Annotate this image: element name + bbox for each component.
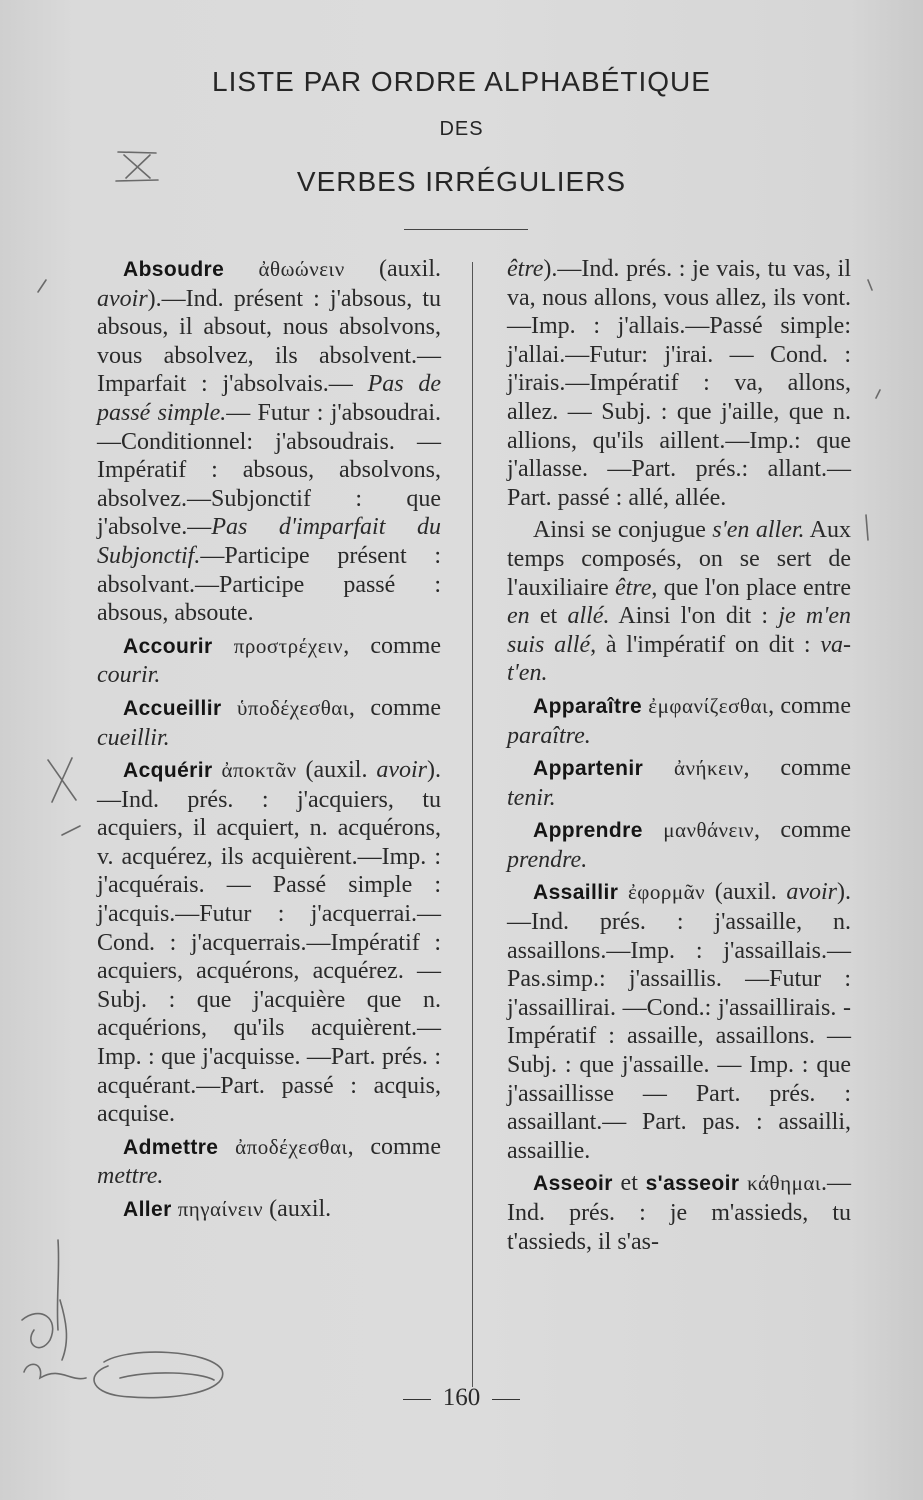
page-footer (0, 1384, 923, 1412)
title-line-1: LISTE PAR ORDRE ALPHABÉTIQUE (212, 66, 711, 97)
entry-apprendre (507, 816, 851, 874)
entry-text: Aux temps composés, on se sert de l'auxiliaire (507, 517, 851, 601)
entry-italic: allé. (567, 603, 610, 630)
entry-italic: avoir (97, 285, 148, 312)
entry-text: à l'impératif on dit : (596, 631, 821, 658)
entry-italic: tenir. (507, 784, 556, 811)
entry-text: (auxil. (344, 256, 441, 282)
greek-translation: ὑποδέχεσθαι (237, 695, 349, 720)
greek-translation: ἐφορμᾶν (627, 880, 706, 905)
greek-translation: ἀνήκειν (674, 756, 744, 781)
entry-text: (auxil. (263, 1196, 332, 1222)
entry-accueillir (97, 694, 441, 752)
entry-text: , comme (343, 632, 442, 659)
entry-admettre (97, 1133, 441, 1191)
entry-text: et (612, 1170, 646, 1197)
page-number: 160 (442, 1384, 481, 1411)
headword: Accourir (123, 634, 213, 658)
headword: Apparaître (533, 694, 643, 718)
entry-italic: Pas d'imparfait du Subjonctif. (97, 514, 441, 569)
greek-translation: ἀποδέχεσθαι (235, 1134, 348, 1159)
entry-text: ).—Ind. prés. : je vais, tu vas, il va, nous allons, vous allez, ils vont.—Imp. : j'allais.—Passé simple: j'allai.—Futur: j'irai. — Cond. : j'irais.—Impératif : va, allons, allez. — Subj. : que j'aille, que n. allions, qu'ils aillent.—Imp.: que j'allasse. —Part. prés.: allant.—Part. passé : allé, allée. (507, 256, 851, 511)
title-line-2: DES (439, 118, 484, 140)
left-column (97, 255, 441, 1225)
greek-translation: κάθημαι (747, 1171, 821, 1196)
entry-text: , comme (347, 1133, 441, 1160)
entry-text: , comme (743, 755, 852, 782)
headword: Apprendre (533, 819, 643, 843)
right-column (507, 255, 851, 1256)
entry-text: (auxil. (705, 879, 787, 906)
entry-italic: en (507, 603, 530, 630)
entry-text: , comme (348, 694, 442, 721)
headword: Aller (123, 1198, 172, 1221)
entry-italic: avoir (786, 879, 837, 906)
entry-italic: courir. (97, 662, 161, 689)
entry-italic: paraître. (507, 722, 591, 749)
entry-accourir (97, 632, 441, 690)
entry-text: Ainsi se conjugue (533, 517, 713, 544)
pencil-tick-mark-top (38, 280, 46, 292)
headword: Accueillir (123, 696, 222, 720)
entry-s-en-aller-note (507, 516, 851, 688)
entry-italic: être (507, 256, 544, 282)
entry-italic: cueillir. (97, 724, 170, 751)
entry-italic: s'en aller. (712, 517, 805, 544)
entry-absoudre (97, 255, 441, 628)
headword: Assaillir (533, 881, 619, 905)
entry-italic: être (614, 574, 652, 601)
entry-aller (97, 1195, 441, 1225)
entry-text: , comme (753, 817, 852, 844)
headword-2: s'asseoir (645, 1172, 740, 1196)
pencil-scribble (22, 1300, 66, 1360)
entry-acquerir (97, 756, 441, 1129)
entry-text: ). —Ind. prés. : j'assaille, n. assaillons.—Imp. : j'assaillais.—Pas.simp.: j'assaillis. —Futur : j'assaillirai. —Cond.: j'assaillirais. - Impératif : assaille, assaillons. —Subj. : que j'assaille. — Imp. : que j'assaillisse — Part. prés. : assaillant.— Part. pas. : assailli, assaillie. (507, 879, 851, 1164)
entry-asseoir (507, 1169, 851, 1256)
entry-apparaitre (507, 692, 851, 750)
entry-aller-continued (507, 255, 851, 512)
entry-text: .—Ind. prés. : je m'assieds, tu t'assieds, il s'as- (507, 1170, 851, 1255)
greek-translation: ἀποκτᾶν (221, 758, 297, 783)
entry-italic: Pas de passé simple. (97, 371, 441, 426)
entry-assaillir (507, 878, 851, 1165)
entry-text: — Futur : j'absoudrai. —Conditionnel: j'absoudrais. — Impératif : absous, absolvons, absolvez.—Subjonctif : que j'absolve.— (97, 399, 441, 541)
footer-dash-left (403, 1399, 431, 1400)
greek-translation: προστρέχειν (233, 633, 344, 658)
entry-appartenir (507, 754, 851, 812)
pencil-right-marks (866, 280, 880, 540)
entry-text: ).—Ind. présent : j'absous, tu absous, il absout, nous absolvons, vous absolvez, ils absolvent.—Imparfait : j'absolvais.— (97, 285, 441, 398)
title-rule (404, 229, 528, 230)
entry-italic: va-t'en. (507, 631, 851, 687)
pencil-tick-mark (62, 826, 80, 835)
entry-text: et (529, 603, 568, 630)
greek-translation: πηγαίνειν (177, 1197, 264, 1221)
entry-text: , que l'on place entre (651, 574, 851, 601)
headword: Admettre (123, 1135, 219, 1159)
headword: Absoudre (123, 258, 225, 281)
entry-text: , comme (768, 692, 851, 719)
headword: Acquérir (123, 759, 213, 783)
greek-translation: ἐμφανίζεσθαι (648, 693, 769, 718)
pencil-margin-line (57, 1240, 58, 1330)
greek-translation: ἀθωώνειν (258, 257, 345, 281)
column-divider (472, 262, 473, 1387)
entry-text: (auxil. (296, 757, 377, 784)
entry-text: Ainsi l'on dit : (609, 603, 779, 630)
entry-italic: prendre. (507, 846, 588, 873)
entry-italic: mettre. (97, 1163, 164, 1190)
greek-translation: μανθάνειν (663, 818, 754, 843)
entry-text: —Participe présent : absolvant.—Participe passé : absous, absoute. (97, 542, 441, 627)
footer-dash-right (492, 1399, 520, 1400)
headword: Appartenir (533, 757, 644, 781)
entry-text: ).—Ind. prés. : j'acquiers, tu acquiers, il acquiert, n. acquérons, v. acquérez, ils acquièrent.—Imp. : j'acquérais. — Passé simple : j'acquis.—Futur : j'acquerrai.—Cond. : j'acquerrais.—Impératif : acquiers, acquérons, acquérez. — Subj. : que j'acquière que n. acquérions, qu'ils acquièrent.—Imp. : que j'acquisse. —Part. prés. : acquérant.—Part. passé : acquis, acquise. (97, 757, 442, 1128)
entry-italic: avoir (376, 757, 428, 784)
entry-italic: je m'en suis allé, (507, 603, 852, 658)
pencil-cross-mark (48, 758, 76, 802)
headword: Asseoir (533, 1172, 613, 1196)
pencil-signature (24, 1364, 86, 1378)
title-line-3: VERBES IRRÉGULIERS (296, 166, 627, 197)
